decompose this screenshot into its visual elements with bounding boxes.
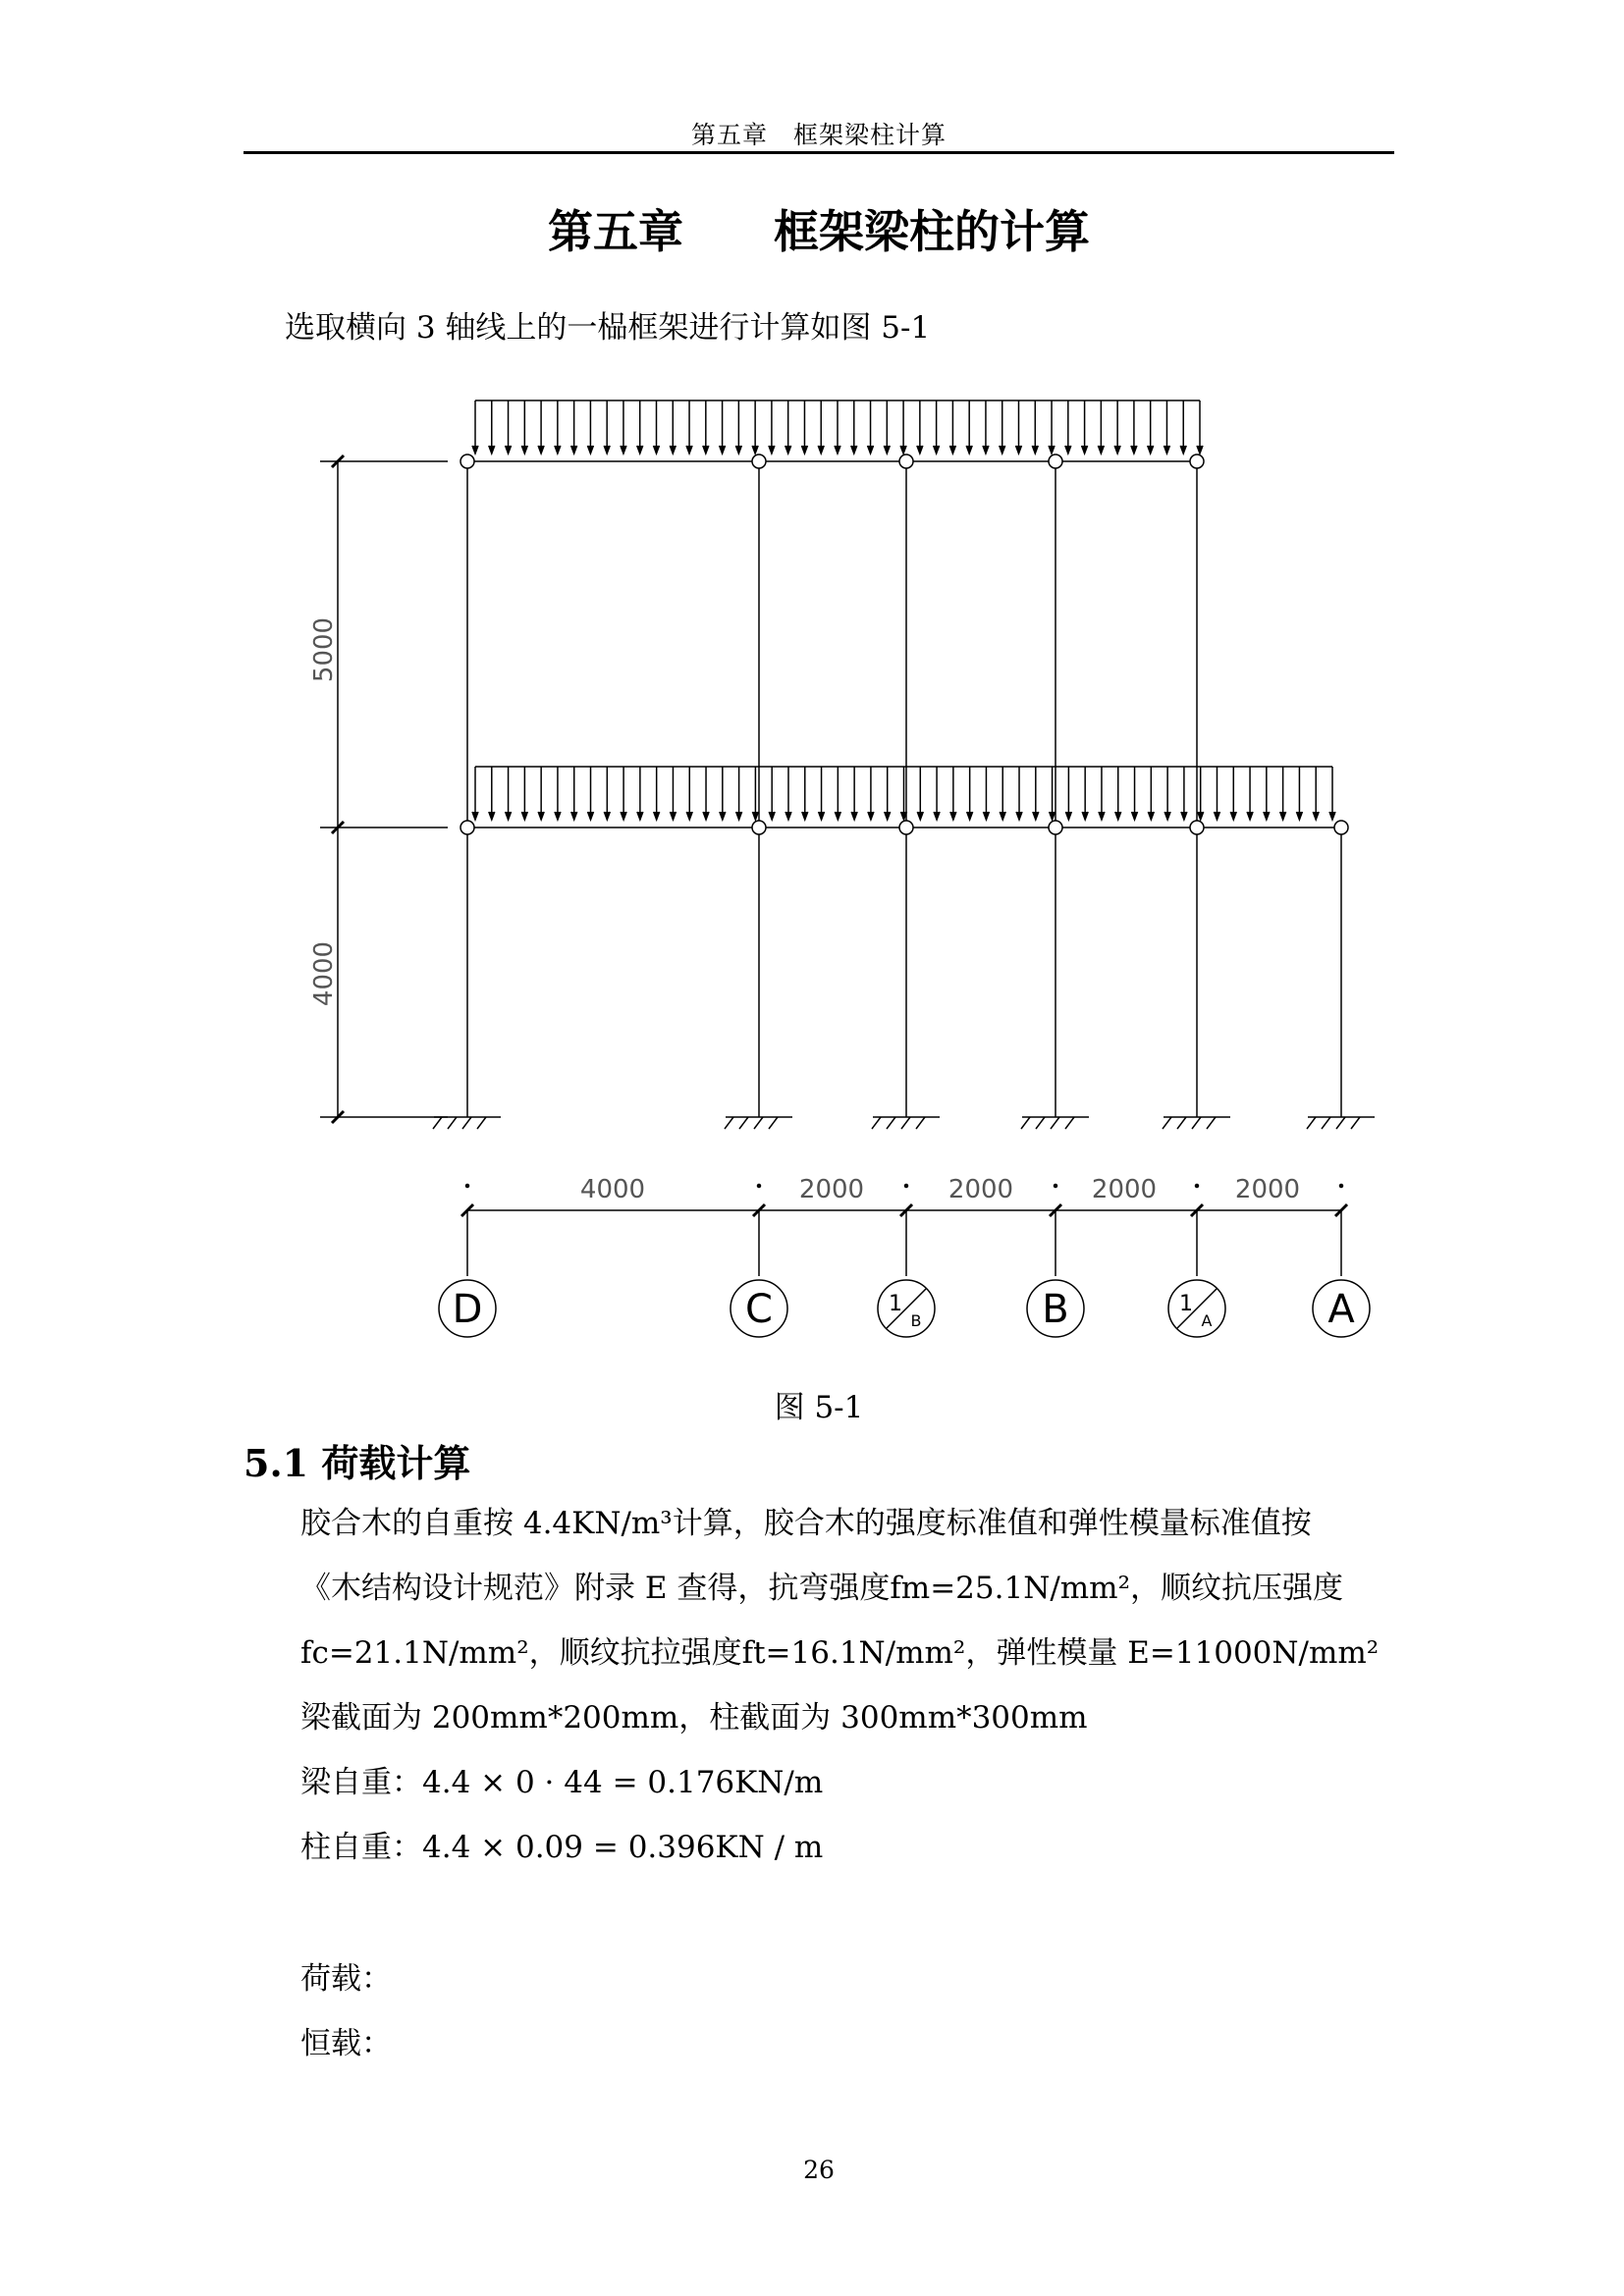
paragraph-7: 荷载： bbox=[300, 1961, 392, 1997]
load-arrow-head bbox=[851, 446, 857, 454]
load-arrow-head bbox=[571, 446, 577, 454]
load-arrow-head bbox=[637, 446, 643, 454]
paragraph-5: 梁自重：4.4 × 0 · 44 = 0.176KN/m bbox=[300, 1765, 824, 1800]
load-arrow-head bbox=[835, 812, 840, 820]
load-arrow-head bbox=[1114, 446, 1120, 454]
support-hatch bbox=[477, 1117, 486, 1129]
axis-label: C bbox=[745, 1287, 773, 1332]
load-arrow-head bbox=[1131, 446, 1137, 454]
load-arrow-head bbox=[472, 446, 478, 454]
load-arrow-head bbox=[752, 446, 758, 454]
support-hatch bbox=[1177, 1117, 1186, 1129]
load-arrow-head bbox=[950, 812, 956, 820]
axis-label: B bbox=[1042, 1287, 1069, 1332]
load-arrow-head bbox=[604, 446, 610, 454]
load-arrow-head bbox=[1082, 812, 1088, 820]
load-arrow-head bbox=[1132, 812, 1138, 820]
figure-caption: 图 5-1 bbox=[774, 1390, 864, 1425]
dim-dot bbox=[1196, 1185, 1199, 1188]
paragraph-1: 胶合木的自重按 4.4KN/m³计算，胶合木的强度标准值和弹性模量标准值按 bbox=[300, 1506, 1312, 1541]
load-arrow-head bbox=[1264, 812, 1270, 820]
paragraph-8: 恒载： bbox=[300, 2026, 392, 2061]
load-arrow-head bbox=[1000, 446, 1005, 454]
load-arrow-head bbox=[769, 812, 775, 820]
load-arrow-head bbox=[1197, 446, 1203, 454]
pin-joint bbox=[460, 454, 474, 468]
load-arrow-head bbox=[1033, 812, 1039, 820]
load-arrow-head bbox=[752, 812, 758, 820]
support-hatch bbox=[901, 1117, 910, 1129]
dim-dot bbox=[758, 1185, 761, 1188]
load-arrow-head bbox=[1099, 812, 1105, 820]
load-arrow-head bbox=[1280, 812, 1286, 820]
section-heading: 5.1 荷载计算 bbox=[244, 1441, 471, 1485]
pin-joint bbox=[1049, 454, 1062, 468]
load-arrow-head bbox=[1164, 812, 1170, 820]
load-arrow-head bbox=[686, 812, 692, 820]
axis-label-sub: B bbox=[910, 1311, 922, 1330]
load-arrow-head bbox=[489, 446, 495, 454]
pin-joint bbox=[899, 454, 913, 468]
load-arrow-head bbox=[818, 446, 824, 454]
load-arrow-head bbox=[703, 812, 709, 820]
support-hatch bbox=[1307, 1117, 1316, 1129]
support-hatch bbox=[739, 1117, 748, 1129]
axis-label: A bbox=[1327, 1287, 1355, 1332]
load-arrow-head bbox=[1065, 446, 1071, 454]
load-arrow-head bbox=[1313, 812, 1319, 820]
load-arrow-head bbox=[1065, 812, 1071, 820]
support-hatch bbox=[1163, 1117, 1171, 1129]
support-hatch bbox=[754, 1117, 763, 1129]
load-arrow-head bbox=[654, 446, 660, 454]
load-arrow-head bbox=[785, 812, 791, 820]
support-hatch bbox=[433, 1117, 442, 1129]
load-arrow-head bbox=[555, 812, 561, 820]
load-arrow-head bbox=[1181, 812, 1187, 820]
load-arrow-head bbox=[934, 812, 940, 820]
support-hatch bbox=[1065, 1117, 1074, 1129]
load-arrow-head bbox=[1180, 446, 1186, 454]
span-dim-3: 2000 bbox=[947, 1175, 1014, 1204]
load-arrow-head bbox=[521, 812, 527, 820]
load-arrow-head bbox=[587, 446, 593, 454]
load-arrow-head bbox=[983, 812, 989, 820]
load-arrow-head bbox=[1148, 812, 1154, 820]
load-arrow-head bbox=[819, 812, 825, 820]
support-hatch bbox=[1336, 1117, 1345, 1129]
load-arrow-head bbox=[851, 812, 857, 820]
load-arrow-head bbox=[506, 812, 512, 820]
load-arrow-head bbox=[983, 446, 989, 454]
span-dim-4: 2000 bbox=[1091, 1175, 1158, 1204]
support-hatch bbox=[725, 1117, 733, 1129]
load-arrow-head bbox=[686, 446, 692, 454]
load-arrow-head bbox=[868, 446, 874, 454]
pin-joint bbox=[752, 454, 766, 468]
load-arrow-head bbox=[1050, 812, 1056, 820]
axis-label-sub: A bbox=[1201, 1311, 1213, 1330]
pin-joint bbox=[1334, 821, 1348, 834]
intro-text: 选取横向 3 轴线上的一榀框架进行计算如图 5-1 bbox=[285, 310, 931, 346]
load-arrow-head bbox=[538, 446, 544, 454]
dim-dot bbox=[466, 1185, 469, 1188]
load-arrow-head bbox=[1148, 446, 1154, 454]
support-hatch bbox=[887, 1117, 895, 1129]
dim-dot bbox=[1055, 1185, 1057, 1188]
load-arrow-head bbox=[802, 812, 808, 820]
dim-dot bbox=[1340, 1185, 1343, 1188]
support-hatch bbox=[1351, 1117, 1360, 1129]
load-arrow-head bbox=[538, 812, 544, 820]
span-dim-2: 2000 bbox=[798, 1175, 865, 1204]
paragraph-3: fc=21.1N/mm²，顺纹抗拉强度ft=16.1N/mm²，弹性模量 E=11000N/mm² bbox=[300, 1635, 1380, 1671]
support-hatch bbox=[916, 1117, 925, 1129]
load-arrow-head bbox=[1016, 446, 1022, 454]
height-dim-5000: 5000 bbox=[309, 616, 339, 683]
load-arrow-head bbox=[885, 812, 891, 820]
pin-joint bbox=[460, 821, 474, 834]
pin-joint bbox=[752, 821, 766, 834]
load-arrow-head bbox=[1230, 812, 1236, 820]
chapter-title: 第五章 框架梁柱的计算 bbox=[548, 205, 1090, 258]
support-hatch bbox=[448, 1117, 457, 1129]
support-hatch bbox=[1322, 1117, 1330, 1129]
support-hatch bbox=[1021, 1117, 1030, 1129]
support-hatch bbox=[872, 1117, 881, 1129]
load-arrow-head bbox=[521, 446, 527, 454]
pin-joint bbox=[899, 821, 913, 834]
load-arrow-head bbox=[934, 446, 940, 454]
load-arrow-head bbox=[868, 812, 874, 820]
load-arrow-head bbox=[1115, 812, 1121, 820]
load-arrow-head bbox=[967, 812, 973, 820]
load-arrow-head bbox=[1032, 446, 1038, 454]
load-arrow-head bbox=[966, 446, 972, 454]
load-arrow-head bbox=[1214, 812, 1219, 820]
load-arrow-head bbox=[884, 446, 890, 454]
axis-label-num: 1 bbox=[1179, 1292, 1193, 1316]
load-arrow-head bbox=[1098, 446, 1104, 454]
pin-joint bbox=[1190, 454, 1204, 468]
load-arrow-head bbox=[735, 446, 741, 454]
load-arrow-head bbox=[1247, 812, 1253, 820]
support-hatch bbox=[1051, 1117, 1059, 1129]
load-arrow-head bbox=[506, 446, 512, 454]
load-arrow-head bbox=[1016, 812, 1022, 820]
span-dim-1: 4000 bbox=[579, 1175, 646, 1204]
load-arrow-head bbox=[835, 446, 840, 454]
load-arrow-head bbox=[720, 812, 726, 820]
paragraph-6: 柱自重：4.4 × 0.09 = 0.396KN / m bbox=[300, 1830, 824, 1865]
load-arrow-head bbox=[1049, 446, 1055, 454]
support-hatch bbox=[769, 1117, 778, 1129]
load-arrow-head bbox=[1164, 446, 1169, 454]
load-arrow-head bbox=[670, 812, 676, 820]
load-arrow-head bbox=[900, 446, 906, 454]
load-arrow-head bbox=[489, 812, 495, 820]
load-arrow-head bbox=[555, 446, 561, 454]
load-arrow-head bbox=[1296, 812, 1302, 820]
running-header: 第五章 框架梁柱计算 bbox=[690, 121, 947, 149]
pin-joint bbox=[1190, 821, 1204, 834]
dim-dot bbox=[905, 1185, 908, 1188]
load-arrow-head bbox=[588, 812, 594, 820]
load-arrow-head bbox=[621, 446, 626, 454]
load-arrow-head bbox=[917, 812, 923, 820]
load-arrow-head bbox=[1329, 812, 1335, 820]
paragraph-4: 梁截面为 200mm*200mm，柱截面为 300mm*300mm bbox=[300, 1700, 1088, 1735]
support-hatch bbox=[462, 1117, 471, 1129]
load-arrow-head bbox=[785, 446, 791, 454]
load-arrow-head bbox=[1082, 446, 1088, 454]
load-arrow-head bbox=[703, 446, 709, 454]
axis-label-num: 1 bbox=[889, 1292, 902, 1316]
support-hatch bbox=[1036, 1117, 1045, 1129]
height-dim-4000: 4000 bbox=[309, 940, 339, 1007]
load-arrow-head bbox=[621, 812, 626, 820]
load-arrow-head bbox=[736, 812, 742, 820]
load-arrow-head bbox=[670, 446, 676, 454]
load-arrow-head bbox=[1198, 812, 1204, 820]
load-arrow-head bbox=[769, 446, 775, 454]
load-arrow-head bbox=[654, 812, 660, 820]
support-hatch bbox=[1192, 1117, 1201, 1129]
load-arrow-head bbox=[917, 446, 923, 454]
load-arrow-head bbox=[604, 812, 610, 820]
load-arrow-head bbox=[637, 812, 643, 820]
load-arrow-head bbox=[1000, 812, 1005, 820]
load-arrow-head bbox=[949, 446, 955, 454]
pin-joint bbox=[1049, 821, 1062, 834]
paragraph-2: 《木结构设计规范》附录 E 查得，抗弯强度fm=25.1N/mm²，顺纹抗压强度 bbox=[300, 1571, 1343, 1606]
load-arrow-head bbox=[801, 446, 807, 454]
page-number: 26 bbox=[803, 2156, 835, 2184]
axis-label: D bbox=[452, 1287, 483, 1332]
load-arrow-head bbox=[571, 812, 577, 820]
support-hatch bbox=[1207, 1117, 1216, 1129]
load-arrow-head bbox=[472, 812, 478, 820]
load-arrow-head bbox=[720, 446, 726, 454]
span-dim-5: 2000 bbox=[1234, 1175, 1301, 1204]
